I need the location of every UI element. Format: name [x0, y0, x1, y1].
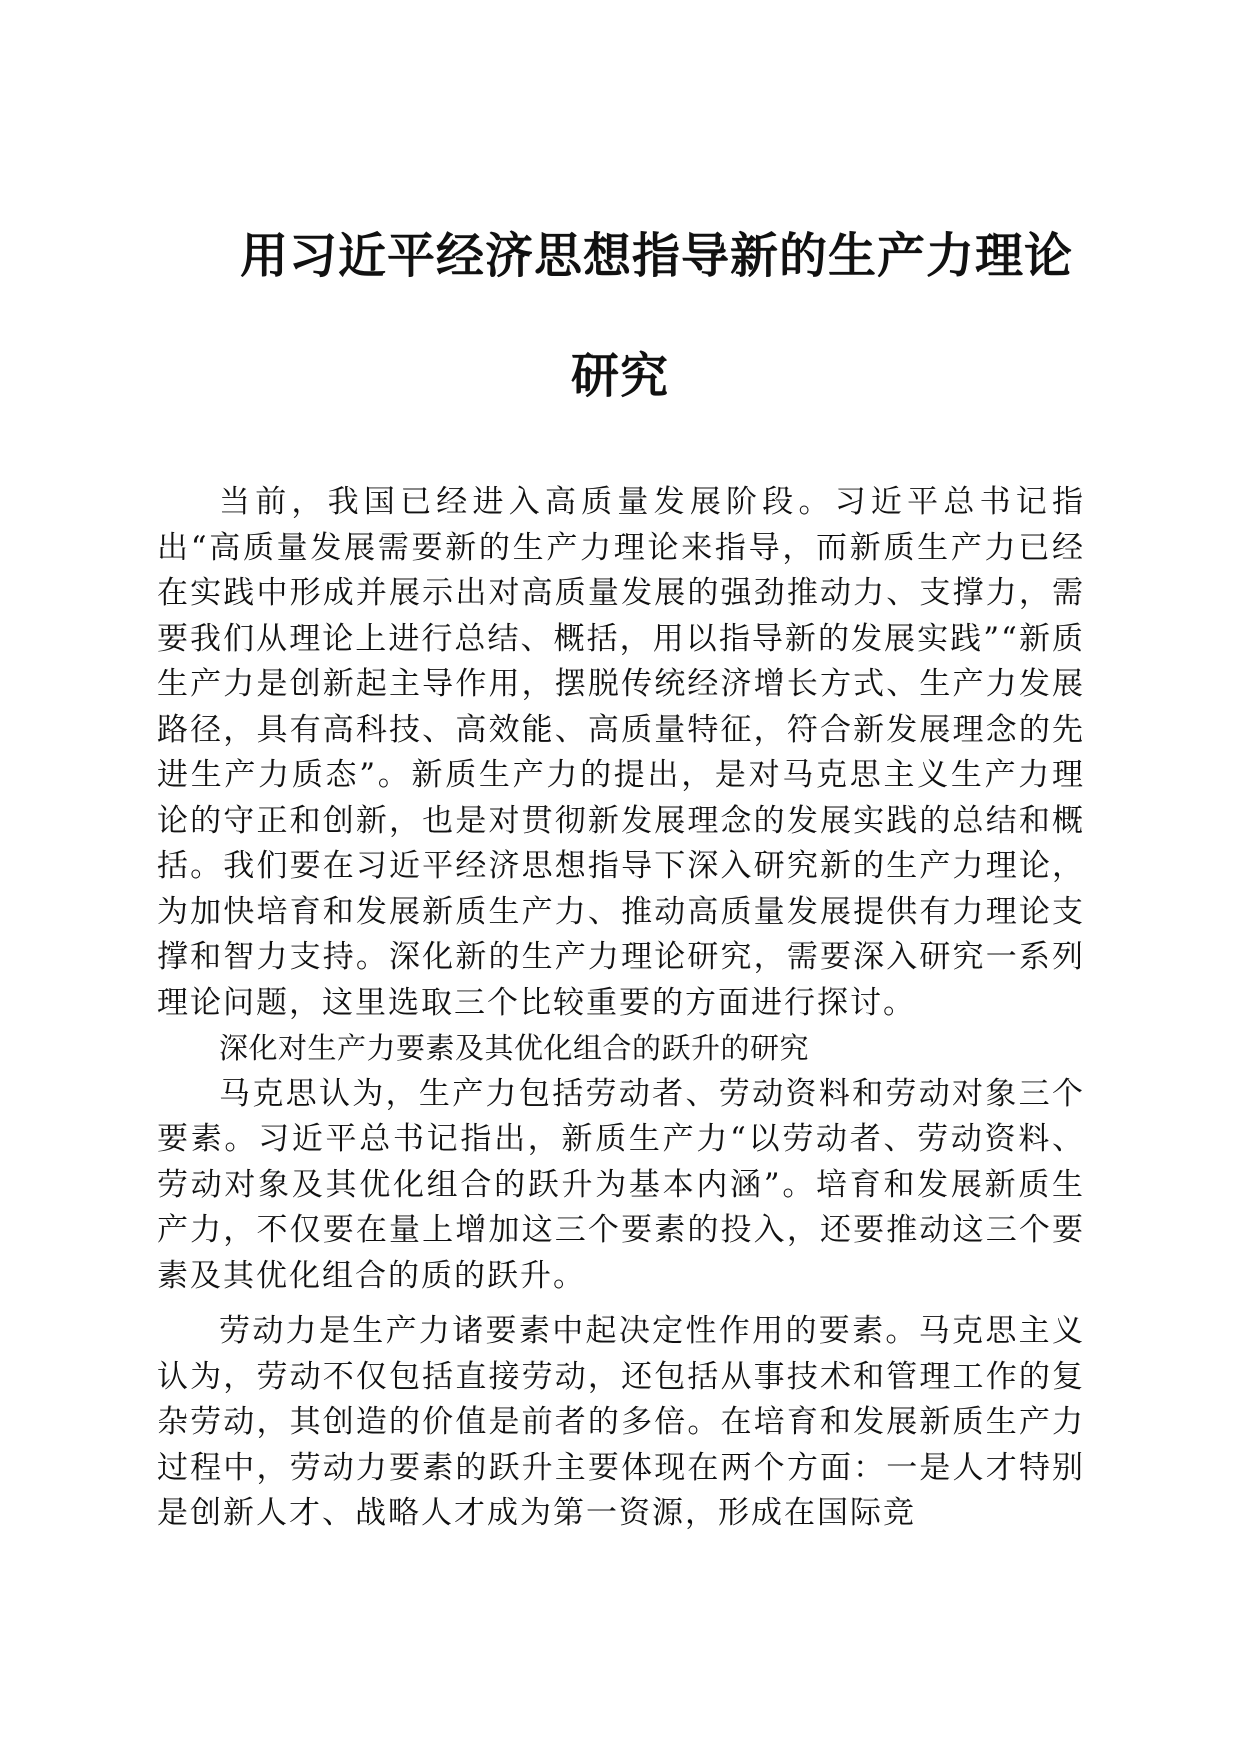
section-heading: 深化对生产力要素及其优化组合的跃升的研究: [219, 1031, 810, 1065]
body-paragraph-elements: 马克思认为，生产力包括劳动者、劳动资料和劳动对象三个要素。习近平总书记指出，新质生产力“以劳动者、劳动资料、劳动对象及其优化组合的跃升为基本内涵”。培育和发展新质生产力，不仅要在量上增加这三个要素的投入，还要推动这三个要素及其优化组合的质的跃升。: [157, 1075, 1085, 1294]
document-title-line-2: 研究: [570, 348, 669, 404]
document-title-line-1: 用习近平经济思想指导新的生产力理论: [240, 228, 1074, 284]
body-paragraph-labor: 劳动力是生产力诸要素中起决定性作用的要素。马克思主义认为，劳动不仅包括直接劳动，还包括从事技术和管理工作的复杂劳动，其创造的价值是前者的多倍。在培育和发展新质生产力过程中，劳动力要素的跃升主要体现在两个方面：一是人才特别是创新人才、战略人才成为第一资源，形成在国际竞: [157, 1313, 1085, 1531]
body-paragraph-intro: 当前，我国已经进入高质量发展阶段。习近平总书记指出“高质量发展需要新的生产力理论来指导，而新质生产力已经在实践中形成并展示出对高质量发展的强劲推动力、支撑力，需要我们从理论上进行总结、概括，用以指导新的发展实践”“新质生产力是创新起主导作用，摆脱传统经济增长方式、生产力发展路径，具有高科技、高效能、高质量特征，符合新发展理念的先进生产力质态”。新质生产力的提出，是对马克思主义生产力理论的守正和创新，也是对贯彻新发展理念的发展实践的总结和概括。我们要在习近平经济思想指导下深入研究新的生产力理论，为加快培育和发展新质生产力、推动高质量发展提供有力理论支撑和智力支持。深化新的生产力理论研究，需要深入研究一系列理论问题，这里选取三个比较重要的方面进行探讨。: [157, 484, 1085, 1021]
document-body: [157, 480, 1085, 1537]
